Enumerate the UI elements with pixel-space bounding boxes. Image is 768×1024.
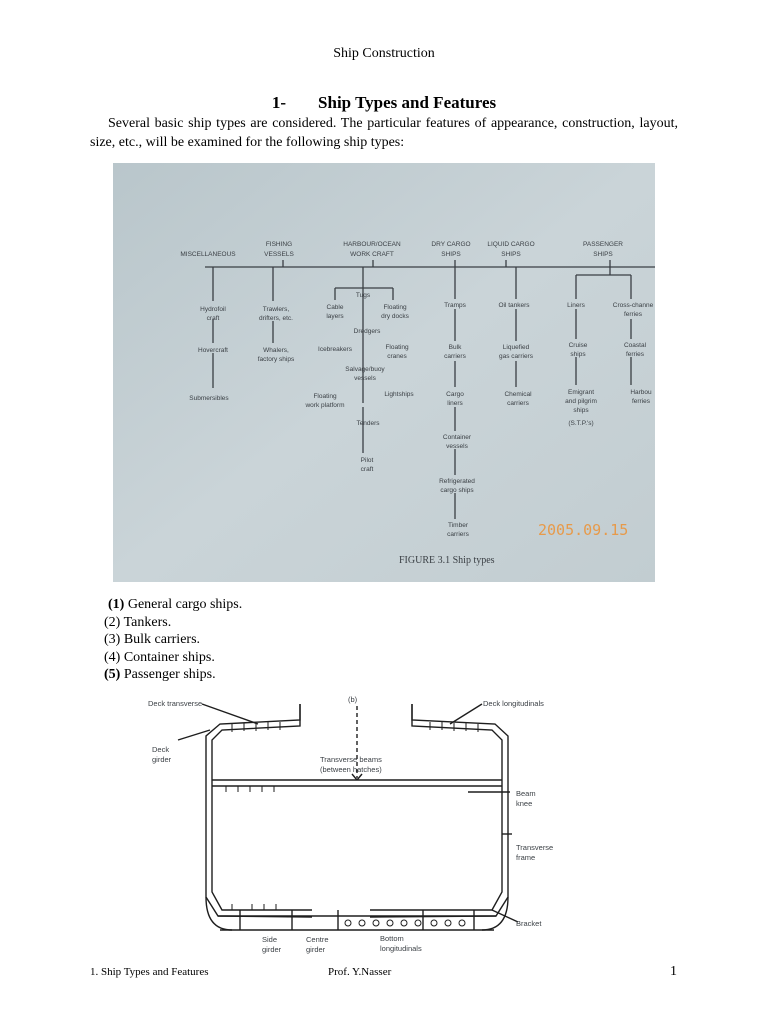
node-hovercraft: Hovercraft (198, 347, 228, 354)
figure-caption: FIGURE 3.1 Ship types (399, 555, 495, 566)
label-bottom-longitudinals-2: longitudinals (380, 944, 422, 953)
node-harbour-ferries-1: Harbou (630, 389, 652, 396)
category-fishing-1: FISHING (265, 241, 293, 248)
node-container-2: vessels (446, 443, 468, 450)
node-hydrofoil-2: craft (206, 315, 220, 322)
page-number: 1 (670, 964, 677, 979)
node-cargo-liners-1: Cargo (446, 391, 464, 398)
node-emigrant-2: and pilgrim (565, 398, 597, 405)
node-bulk-2: carriers (444, 353, 466, 360)
node-salvage-1: Salvage/buoy (345, 366, 385, 373)
ship-types-figure (113, 163, 655, 582)
node-cable-1: Cable (326, 304, 344, 311)
node-cargo-liners-2: liners (447, 400, 463, 407)
node-hydrofoil-1: Hydrofoil (200, 306, 226, 313)
node-pilot-2: craft (360, 466, 374, 473)
node-floating-cranes-1: Floating (385, 344, 409, 351)
node-cable-2: layers (326, 313, 344, 320)
label-beam-knee-1: Beam (516, 789, 536, 798)
node-liquefied-1: Liquefied (502, 344, 530, 351)
node-chemical-2: carriers (507, 400, 529, 407)
node-tugs: Tugs (355, 292, 371, 299)
node-submersibles: Submersibles (189, 395, 229, 402)
list-item (104, 596, 242, 614)
list-item-number: (2) (104, 614, 121, 630)
heading-title: Ship Types and Features (318, 93, 497, 112)
section-heading (0, 93, 768, 113)
category-misc: MISCELLANEOUS (180, 251, 236, 258)
footer-author: Prof. Y.Nasser (328, 966, 392, 978)
category-harbour-1: HARBOUR/OCEAN (343, 241, 401, 248)
label-b: (b) (348, 695, 358, 704)
category-passenger-1: PASSENGER (583, 241, 623, 248)
ship-type-list (104, 596, 242, 684)
node-timber-2: carriers (447, 531, 469, 538)
node-floating-docks-1: Floating (383, 304, 407, 311)
label-deck-girder-2: girder (152, 755, 172, 764)
node-emigrant-3: ships (573, 407, 589, 414)
node-cruise-1: Cruise (568, 342, 588, 349)
node-platform-1: Floating (313, 393, 337, 400)
label-beam-knee-2: knee (516, 799, 533, 808)
node-floating-docks-2: dry docks (381, 313, 409, 320)
list-item-number: (5) (104, 667, 121, 682)
node-cross-channel-1: Cross-channe (612, 302, 654, 309)
label-deck-longitudinals: Deck longitudinals (483, 699, 544, 708)
node-cruise-2: ships (570, 351, 586, 358)
node-salvage-2: vessels (354, 375, 376, 382)
node-whalers-2: factory ships (257, 356, 295, 363)
label-transverse-frame-2: frame (516, 853, 536, 862)
label-side-girder-2: girder (262, 945, 282, 954)
node-harbour-ferries-2: ferries (631, 398, 651, 405)
list-item-number: (1) (108, 597, 125, 612)
node-icebreakers: Icebreakers (318, 346, 352, 353)
category-liquid-2: SHIPS (501, 251, 521, 258)
list-item (104, 649, 242, 667)
node-dredgers: Dredgers (353, 328, 381, 335)
node-lightships: Lightships (384, 391, 414, 398)
node-emigrant-4: (S.T.P.'s) (568, 420, 594, 427)
heading-number: 1- (271, 93, 287, 112)
label-deck-girder-1: Deck (152, 745, 170, 754)
node-platform-2: work platform (305, 402, 345, 409)
node-refrigerated-2: cargo ships (440, 487, 474, 494)
list-item-text: General cargo ships. (124, 597, 243, 612)
label-transverse-beams-1: Transverse beams (320, 755, 382, 764)
label-bracket: Bracket (516, 919, 542, 928)
list-item-text: Bulk carriers. (120, 632, 201, 647)
category-fishing-2: VESSELS (264, 251, 294, 258)
list-item (104, 631, 242, 649)
list-item-text: Tankers. (120, 614, 172, 630)
category-passenger-2: SHIPS (593, 251, 613, 258)
node-trawlers-2: drifters, etc. (259, 315, 293, 322)
node-chemical-1: Chemical (504, 391, 532, 398)
category-dry-1: DRY CARGO (431, 241, 471, 248)
category-harbour-2: WORK CRAFT (350, 251, 394, 258)
node-timber-1: Timber (448, 522, 468, 529)
category-dry-2: SHIPS (441, 251, 461, 258)
list-item-number: (4) (104, 649, 121, 665)
node-oil: Oil tankers (498, 302, 530, 309)
node-bulk-1: Bulk (448, 344, 462, 351)
node-floating-cranes-2: cranes (387, 353, 407, 360)
date-stamp: 2005.09.15 (538, 521, 629, 539)
node-cross-channel-2: ferries (623, 311, 643, 318)
node-liners: Liners (567, 302, 585, 309)
footer-chapter: 1. Ship Types and Features (90, 966, 209, 978)
node-refrigerated-1: Refrigerated (439, 478, 475, 485)
label-transverse-beams-2: (between hatches) (320, 765, 382, 774)
list-item (104, 666, 242, 684)
node-whalers-1: Whalers, (263, 347, 289, 354)
midship-section-drawing (140, 692, 580, 962)
node-tenders: Tenders (356, 420, 380, 427)
intro-paragraph: Several basic ship types are considered. The particular features of appearance, construction, layout, size, etc., will be examined for the following ship types: (90, 116, 678, 150)
node-liquefied-2: gas carriers (499, 353, 533, 360)
list-item (104, 614, 242, 632)
label-deck-transverse: Deck transverse (148, 699, 203, 708)
label-transverse-frame-1: Transverse (516, 843, 554, 852)
node-container-1: Container (442, 434, 472, 441)
label-side-girder-1: Side (262, 935, 278, 944)
node-tramps: Tramps (444, 302, 466, 309)
list-item-text: Passenger ships. (120, 667, 216, 682)
label-bottom-longitudinals-1: Bottom (380, 934, 404, 943)
label-centre-girder-1: Centre (306, 935, 329, 944)
label-centre-girder-2: girder (306, 945, 326, 954)
category-liquid-1: LIQUID CARGO (487, 241, 535, 248)
node-pilot-1: Pilot (360, 457, 374, 464)
node-trawlers-1: Trawlers, (262, 306, 290, 313)
list-item-text: Container ships. (120, 649, 215, 665)
node-emigrant-1: Emigrant (567, 389, 595, 396)
list-item-number: (3) (104, 632, 121, 647)
node-coastal-1: Coastal (623, 342, 647, 349)
node-coastal-2: ferries (625, 351, 645, 358)
running-header: Ship Construction (333, 46, 435, 61)
